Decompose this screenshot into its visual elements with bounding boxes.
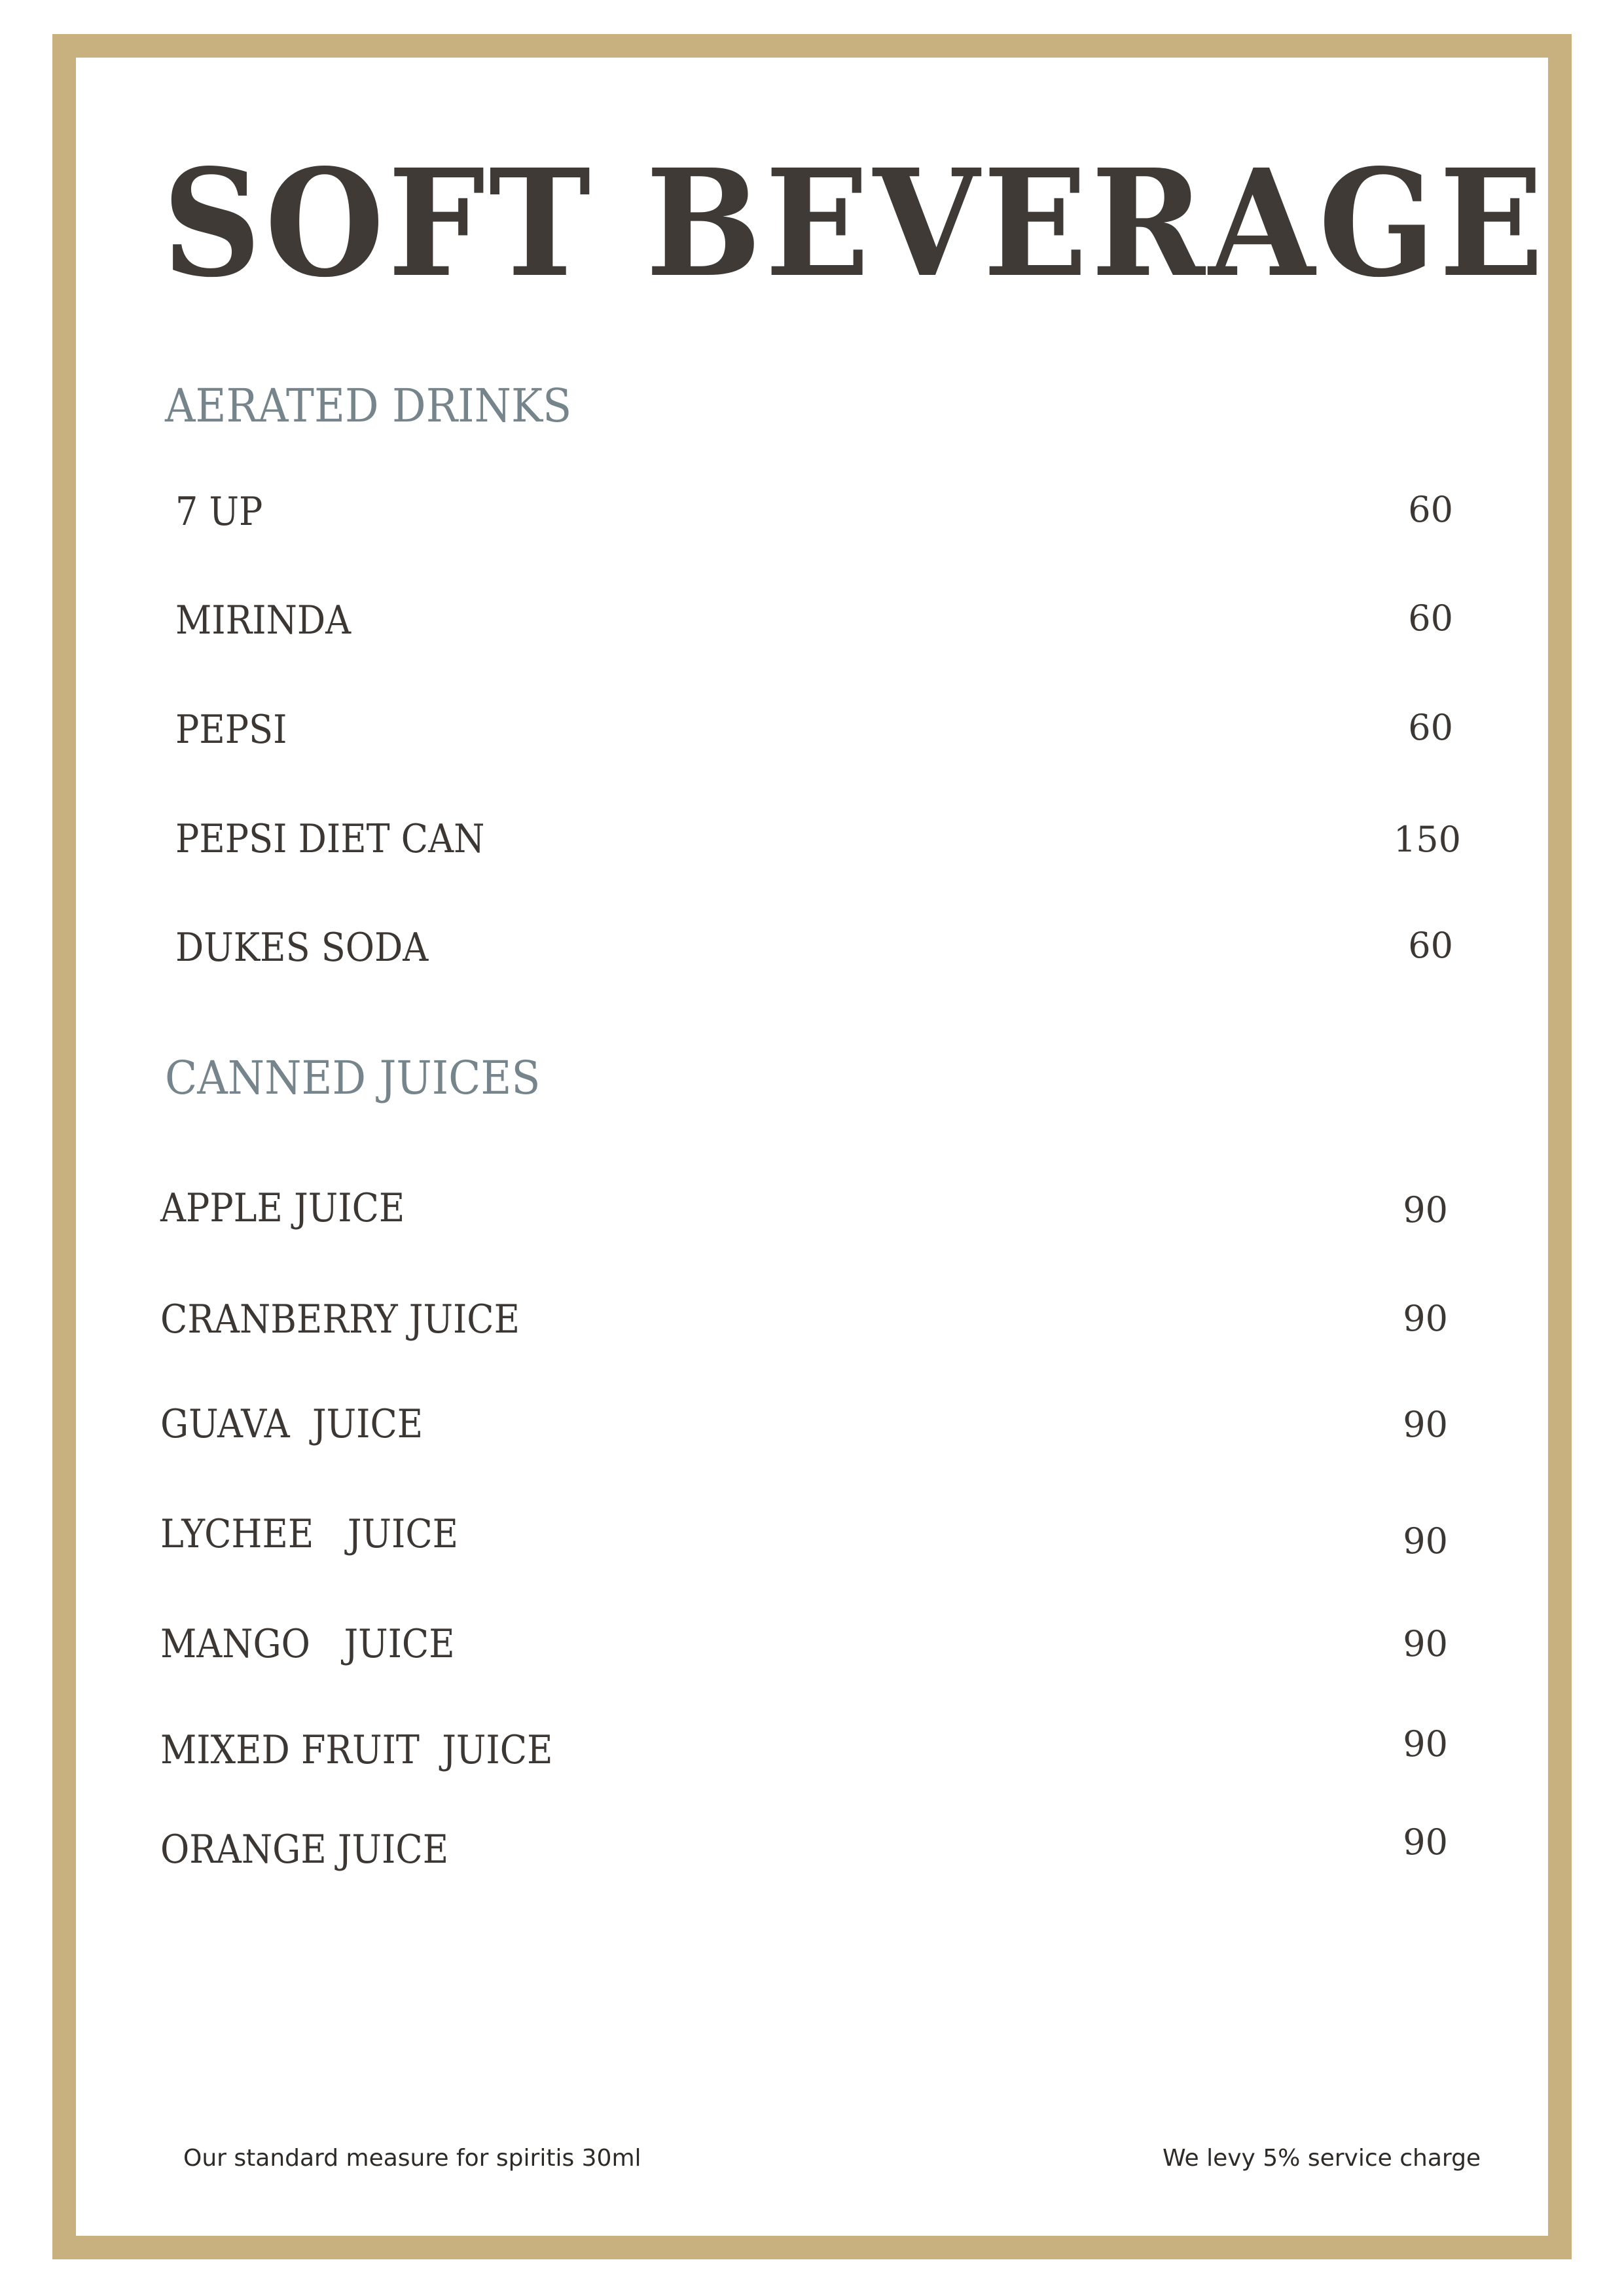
menu-item-price: 90	[1403, 1623, 1448, 1664]
menu-item-price: 90	[1403, 1404, 1448, 1445]
menu-item-name: DUKES SODA	[175, 925, 429, 971]
menu-item-name: LYCHEE JUICE	[160, 1511, 459, 1557]
menu-item-price: 90	[1403, 1821, 1448, 1863]
menu-item-price: 60	[1408, 707, 1453, 748]
menu-item-name: APPLE JUICE	[160, 1185, 405, 1231]
menu-border	[52, 34, 1572, 2259]
page-title: SOFT BEVERAGE	[162, 137, 1547, 310]
menu-item-name: MIRINDA	[175, 598, 352, 643]
menu-item-name: PEPSI DIET CAN	[175, 816, 485, 862]
menu-item-price: 90	[1403, 1298, 1448, 1339]
menu-item-name: GUAVA JUICE	[160, 1401, 424, 1447]
menu-item-name: ORANGE JUICE	[160, 1827, 449, 1873]
menu-item-name: CRANBERRY JUICE	[160, 1297, 520, 1342]
menu-item-price: 60	[1408, 598, 1453, 639]
menu-item-name: PEPSI	[175, 707, 287, 753]
section-heading-aerated-drinks: AERATED DRINKS	[165, 379, 572, 433]
menu-item-price: 90	[1403, 1189, 1448, 1230]
footer-service-charge: We levy 5% service charge	[1163, 2145, 1481, 2172]
footer-standard-measure: Our standard measure for spiritis 30ml	[183, 2145, 641, 2172]
menu-item-name: MANGO JUICE	[160, 1621, 455, 1667]
section-heading-canned-juices: CANNED JUICES	[165, 1051, 541, 1105]
menu-item-price: 90	[1403, 1723, 1448, 1765]
menu-item-price: 60	[1408, 489, 1453, 530]
menu-item-price: 90	[1403, 1520, 1448, 1562]
menu-item-name: 7 UP	[175, 489, 263, 535]
menu-item-name: MIXED FRUIT JUICE	[160, 1727, 553, 1773]
menu-item-price: 150	[1393, 819, 1461, 860]
menu-item-price: 60	[1408, 925, 1453, 966]
